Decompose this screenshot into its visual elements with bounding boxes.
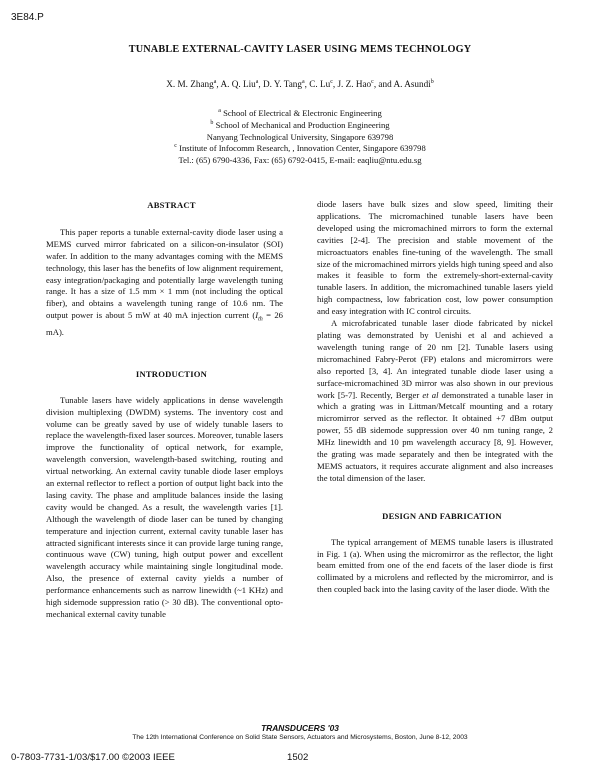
page-number: 1502 [287,752,309,763]
abstract-text: This paper reports a tunable external-cavity diode laser using a MEMS curved mirror fabricated on a silicon-on-insulator (SOI) wafer. In addition to the many advantages coming with the MEMS technology, this laser has the benefits of low alignment requirement, easy integration/packaging and potentially large wavelength tuning range. It has a size of 1.5 mm × 1 mm (not including the optical fiber), and obtains a wavelength tuning range of 10.6 nm. The output power is about 5 mW at 40 mA injection current ($I_{th} = 26$ mA). [46,226,283,337]
author-affiliation-mark: a [301,78,305,85]
author-separator: , [332,79,338,89]
author-name: X. M. Zhang [166,79,214,89]
affiliations [0,108,600,167]
introduction-paragraph-2: A microfabricated tunable laser diode fabricated by nickel plating was demonstrated by Uenishi et al and achieved a wavelength tuning range of 20 nm [2]. Tunable lasers using micromachined Fabry-Perot (FP) etalons and micromirrors were also reported [3, 4]. An integrated tunable diode laser using a surface-micromachined 3D mirror was also shown in our previous work [5-7]. Recently, Berger et al demonstrated a tunable laser in which a grating was in Littman/Metcalf mounting and a rotary micromirror served as the reflector. It obtained +7 dBm output power, 55 dB sidemode suppression over 40 nm tuning range, 2 MHz linewidth and 10 pm wavelength accuracy [8, 9]. However, the grating was made separately and then be integrated with the MEMS actuators, it requires accurate alignment and also increases the total dimension of the laser. [317,318,554,483]
author-affiliation-mark: a [255,78,259,85]
author-list [0,79,600,89]
conference-name: TRANSDUCERS '03 [261,723,339,733]
author-name: C. Lu [309,79,331,89]
design-heading: DESIGN AND FABRICATION [382,510,502,521]
affiliation-b: $^b$ School of Mechanical and Production Engineering [210,119,390,130]
author-affiliation-mark: b [430,78,434,85]
author-affiliation-mark: c [371,78,374,85]
author-separator: , and [373,79,394,89]
author-name: D. Y. Tang [262,79,302,89]
author-name: J. Z. Hao [337,79,372,89]
author-separator: , [216,79,221,89]
author-separator: , [258,79,263,89]
contact-info: Tel.: (65) 6790-4336, Fax: (65) 6792-0415, E-mail: eaqliu@ntu.edu.sg [178,155,422,166]
affiliation-a: $^a$ School of Electrical & Electronic Engineering [218,108,382,118]
conference-footer [0,723,600,741]
introduction-paragraph-1: Tunable lasers have widely applications in dense wavelength division multiplexing (DWDM) systems. The inventory cost and volume can be greatly saved by use of widely tunable lasers to replace the wavelength-fixed laser sources. Moreover, tunable lasers improve the functionality of optical network, for example, wavelength conversion, wavelength-based switching, routing and virtual networking. An external cavity tunable diode laser employs an external reflector to reflect a portion of output light back into the lasing cavity. The phase and amplitude balances inside the lasing cavity would be changed. As a result, the wavelength varies [1]. Although the wavelength of diode laser can be tuned by changing temperature and injection current, external cavity tunable laser has attracted significant interests since it can provide large tuning range, continuous wave (CW) tuning, high output power and excellent wavelength accuracy while maintaining single longitudinal mode. Also, the presence of external cavity yields a number of performance enhancements such as narrow linewidth (~1 KHz) and high sidemode suppression ratio (> 30 dB). The conventional opto-mechanical external cavity tunable [46,394,283,619]
conference-full-name: The 12th International Conference on Solid State Sensors, Actuators and Microsystems, Boston, June 8-12, 2003 [132,734,468,741]
paper-title: TUNABLE EXTERNAL-CAVITY LASER USING MEMS TECHNOLOGY [128,44,472,55]
affiliation-university: Nanyang Technological University, Singapore 639798 [206,131,394,142]
introduction-heading: INTRODUCTION [135,368,208,379]
copyright-line: 0-7803-7731-1/03/$17.00 ©2003 IEEE [11,752,175,763]
author-separator: , [304,79,310,89]
design-paragraph-1: The typical arrangement of MEMS tunable lasers is illustrated in Fig. 1 (a). When using the micromirror as the reflector, the light beam emitted from one of the end facets of the laser diode is first collimated by a microlens and reflected by the micromirror, and is then coupled back into the lasing cavity of the laser diode. With the [317,536,553,595]
introduction-paragraph-1-continued: diode lasers have bulk sizes and slow speed, limiting their applications. The micromachined tunable lasers have been developed using the micromachined mirrors to form the external cavities [2-4]. The precision and stable movement of the microactuators enables fine-tuning of the wavelength. The small size of the micromachined mirrors yields high tuning speed and also makes it feasible to form the extremely-short-external-cavity tunable lasers. In addition, the micromachined tunable lasers yield high compactness, low fabrication cost, low power consumption and easy integration with IC control circuits. [317,199,553,317]
author-affiliation-mark: a [213,78,217,85]
left-column [46,200,283,621]
author-name: A. Asundi [393,79,431,89]
right-column [317,199,553,596]
paper-code: 3E84.P [11,12,44,23]
author-name: A. Q. Liu [220,79,256,89]
abstract-heading: ABSTRACT [147,200,196,210]
author-affiliation-mark: c [330,78,333,85]
affiliation-c: $^c$ Institute of Infocomm Research, , Innovation Center, Singapore 639798 [174,143,426,154]
